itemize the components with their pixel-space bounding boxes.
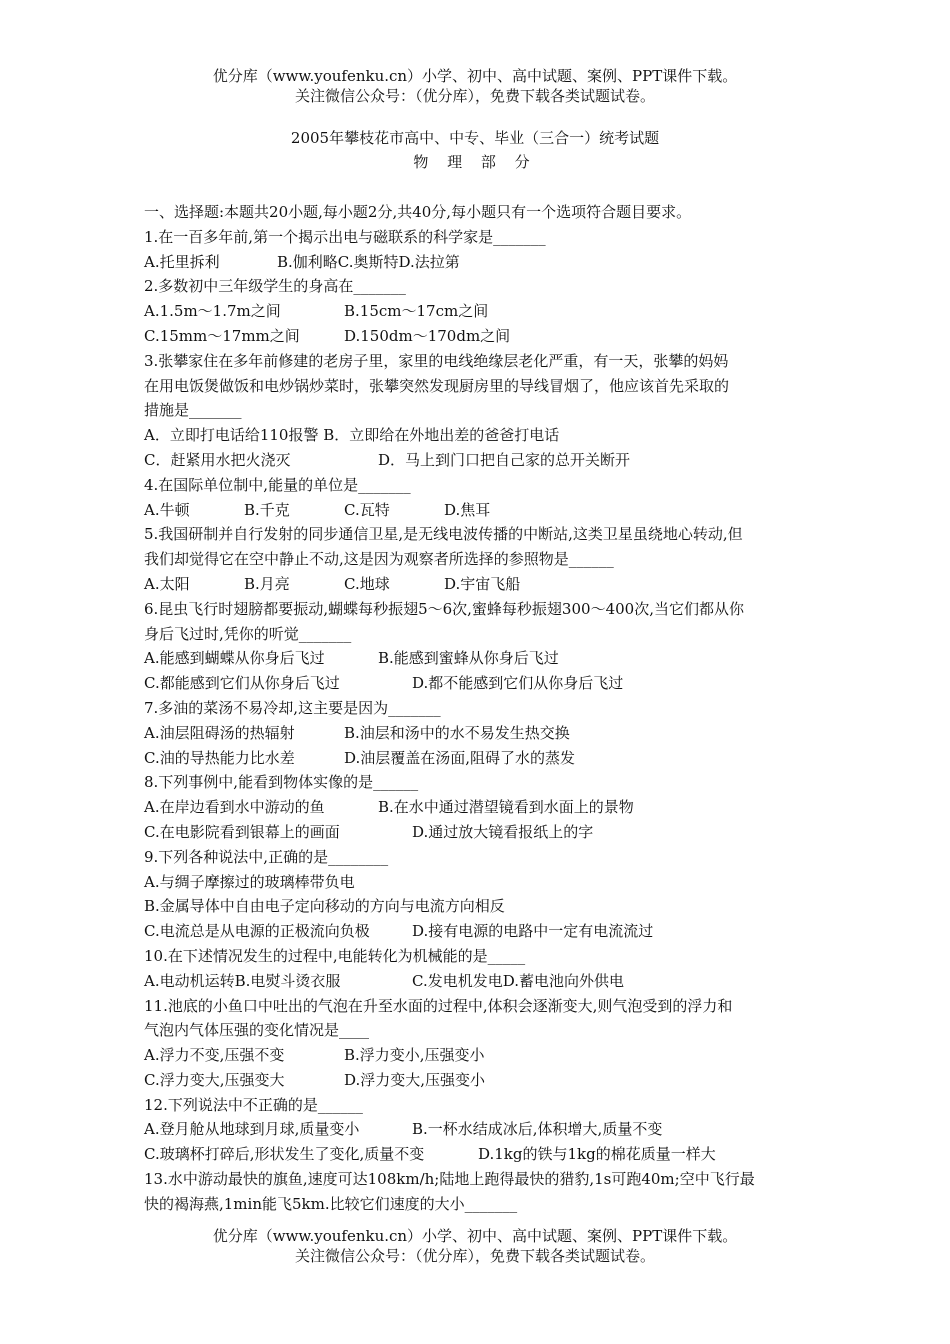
q11-option-a: A.浮力不变,压强不变 [144, 1046, 285, 1065]
q9-option-c: C.电流总是从电源的正极流向负极 [144, 922, 370, 941]
question-11-options-ab [144, 1043, 808, 1068]
question-3-stem-1: 3.张攀家住在多年前修建的老房子里，家里的电线绝缘层老化严重，有一天，张攀的妈妈 [144, 351, 729, 370]
exam-subtitle: 物 理 部 分 [413, 153, 537, 171]
question-12-options-ab [144, 1117, 808, 1142]
question-13-stem-1: 13.水中游动最快的旗鱼,速度可达108km/h;陆地上跑得最快的猎豹,1s可跑40m;空中飞行最 [144, 1170, 755, 1189]
q4-option-b: B.千克 [244, 500, 290, 519]
question-10-stem: 10.在下述情况发生的过程中,电能转化为机械能的是_____ [144, 946, 526, 965]
q12-option-c: C.玻璃杯打碎后,形状发生了变化,质量不变 [144, 1145, 425, 1164]
q5-option-d: D.宇宙飞船 [444, 574, 521, 593]
q12-option-a: A.登月舱从地球到月球,质量变小 [144, 1120, 360, 1139]
question-1-stem: 1.在一百多年前,第一个揭示出电与磁联系的科学家是_______ [144, 227, 546, 246]
page-footer [0, 1226, 950, 1266]
q9-option-d: D.接有电源的电路中一定有电流流过 [412, 922, 654, 941]
question-6-options-cd [144, 671, 808, 696]
question-3-stem-3: 措施是_______ [144, 401, 242, 420]
question-6-stem-2: 身后飞过时,凭你的听觉_______ [144, 624, 352, 643]
q4-option-c: C.瓦特 [344, 500, 390, 519]
question-5-stem-2: 我们却觉得它在空中静止不动,这是因为观察者所选择的参照物是______ [144, 550, 614, 569]
question-11-stem-2: 气泡内气体压强的变化情况是____ [144, 1021, 370, 1040]
question-3-options-cd [144, 448, 808, 473]
exam-title: 2005年攀枝花市高中、中专、毕业（三合一）统考试题 [290, 129, 660, 147]
q1-option-bcd: B.伽利略C.奥斯特D.法拉第 [277, 252, 460, 271]
q11-option-b: B.浮力变小,压强变小 [344, 1046, 485, 1065]
q7-option-d: D.油层覆盖在汤面,阻碍了水的蒸发 [344, 748, 576, 767]
q2-option-b: B.15cm～17cm之间 [344, 302, 489, 321]
q6-option-a: A.能感到蝴蝶从你身后飞过 [144, 649, 325, 668]
question-6-options-ab [144, 646, 808, 671]
question-6-stem-1: 6.昆虫飞行时翅膀都要振动,蝴蝶每秒振翅5～6次,蜜蜂每秒振翅300～400次,当它们都从你 [144, 599, 744, 618]
question-13-stem-2: 快的褐海燕,1min能飞5km.比较它们速度的大小_______ [144, 1194, 518, 1213]
q4-option-d: D.焦耳 [444, 500, 491, 519]
q2-option-a: A.1.5m～1.7m之间 [144, 302, 281, 321]
q2-option-d: D.150dm～170dm之间 [344, 326, 511, 345]
question-8-options-cd [144, 820, 808, 845]
q9-option-a: A.与绸子摩擦过的玻璃棒带负电 [144, 872, 355, 891]
question-7-options-ab [144, 721, 808, 746]
q5-option-b: B.月亮 [244, 574, 290, 593]
q3-option-d: D．马上到门口把自己家的总开关断开 [378, 450, 631, 469]
q9-option-b: B.金属导体中自由电子定向移动的方向与电流方向相反 [144, 897, 505, 916]
question-10-options [144, 969, 808, 994]
q3-option-c: C．赶紧用水把火浇灭 [144, 450, 291, 469]
footer-line-2: 关注微信公众号：（优分库），免费下载各类试题试卷。 [294, 1247, 655, 1265]
q12-option-d: D.1kg的铁与1kg的棉花质量一样大 [478, 1145, 716, 1164]
q7-option-b: B.油层和汤中的水不易发生热交换 [344, 723, 570, 742]
q1-option-a: A.托里拆利 [144, 252, 220, 271]
header-line-2: 关注微信公众号：（优分库），免费下载各类试题试卷。 [294, 87, 655, 105]
q11-option-c: C.浮力变大,压强变大 [144, 1070, 285, 1089]
question-2-options-cd [144, 324, 808, 349]
question-9-stem: 9.下列各种说法中,正确的是________ [144, 847, 389, 866]
q3-options-ab: A．立即打电话给110报警 B．立即给在外地出差的爸爸打电话 [144, 426, 560, 445]
q2-option-c: C.15mm～17mm之间 [144, 326, 300, 345]
q6-option-c: C.都能感到它们从你身后飞过 [144, 674, 340, 693]
question-7-options-cd [144, 746, 808, 771]
q8-option-c: C.在电影院看到银幕上的画面 [144, 822, 340, 841]
q5-option-a: A.太阳 [144, 574, 190, 593]
section-heading: 一、选择题:本题共20小题,每小题2分,共40分,每小题只有一个选项符合题目要求。 [144, 203, 692, 221]
question-8-stem: 8.下列事例中,能看到物体实像的是______ [144, 773, 419, 792]
question-8-options-ab [144, 795, 808, 820]
question-7-stem: 7.多油的菜汤不易冷却,这主要是因为_______ [144, 698, 441, 717]
question-9-options-cd [144, 919, 808, 944]
q8-option-b: B.在水中通过潜望镜看到水面上的景物 [378, 798, 634, 817]
question-11-stem-1: 11.池底的小鱼口中吐出的气泡在升至水面的过程中,体积会逐渐变大,则气泡受到的浮力和 [144, 996, 733, 1015]
question-11-options-cd [144, 1068, 808, 1093]
question-12-options-cd [144, 1142, 808, 1167]
question-2-stem: 2.多数初中三年级学生的身高在_______ [144, 277, 406, 296]
q8-option-d: D.通过放大镜看报纸上的字 [412, 822, 594, 841]
q8-option-a: A.在岸边看到水中游动的鱼 [144, 798, 325, 817]
question-3-stem-2: 在用电饭煲做饭和电炒锅炒菜时，张攀突然发现厨房里的导线冒烟了，他应该首先采取的 [144, 376, 730, 395]
q5-option-c: C.地球 [344, 574, 390, 593]
page-header [0, 66, 950, 106]
footer-line-1: 优分库（www.youfenku.cn）小学、初中、高中试题、案例、PPT课件下载。 [212, 1227, 738, 1245]
q6-option-d: D.都不能感到它们从你身后飞过 [412, 674, 624, 693]
question-4-stem: 4.在国际单位制中,能量的单位是_______ [144, 475, 411, 494]
question-list [144, 200, 808, 1217]
question-2-options-ab [144, 299, 808, 324]
question-4-options [144, 498, 808, 523]
q10-options-cd: C.发电机发电D.蓄电池向外供电 [412, 971, 624, 990]
header-line-1: 优分库（www.youfenku.cn）小学、初中、高中试题、案例、PPT课件下载。 [212, 67, 738, 85]
q10-options-ab: A.电动机运转B.电熨斗烫衣服 [144, 971, 341, 990]
q6-option-b: B.能感到蜜蜂从你身后飞过 [378, 649, 559, 668]
q7-option-a: A.油层阻碍汤的热辐射 [144, 723, 295, 742]
question-5-stem-1: 5.我国研制并自行发射的同步通信卫星,是无线电波传播的中断站,这类卫星虽绕地心转动,但 [144, 525, 743, 544]
q12-option-b: B.一杯水结成冰后,体积增大,质量不变 [412, 1120, 663, 1139]
question-1-options [144, 250, 808, 275]
q4-option-a: A.牛顿 [144, 500, 190, 519]
q11-option-d: D.浮力变大,压强变小 [344, 1070, 486, 1089]
question-12-stem: 12.下列说法中不正确的是______ [144, 1095, 363, 1114]
q7-option-c: C.油的导热能力比水差 [144, 748, 295, 767]
question-5-options [144, 572, 808, 597]
